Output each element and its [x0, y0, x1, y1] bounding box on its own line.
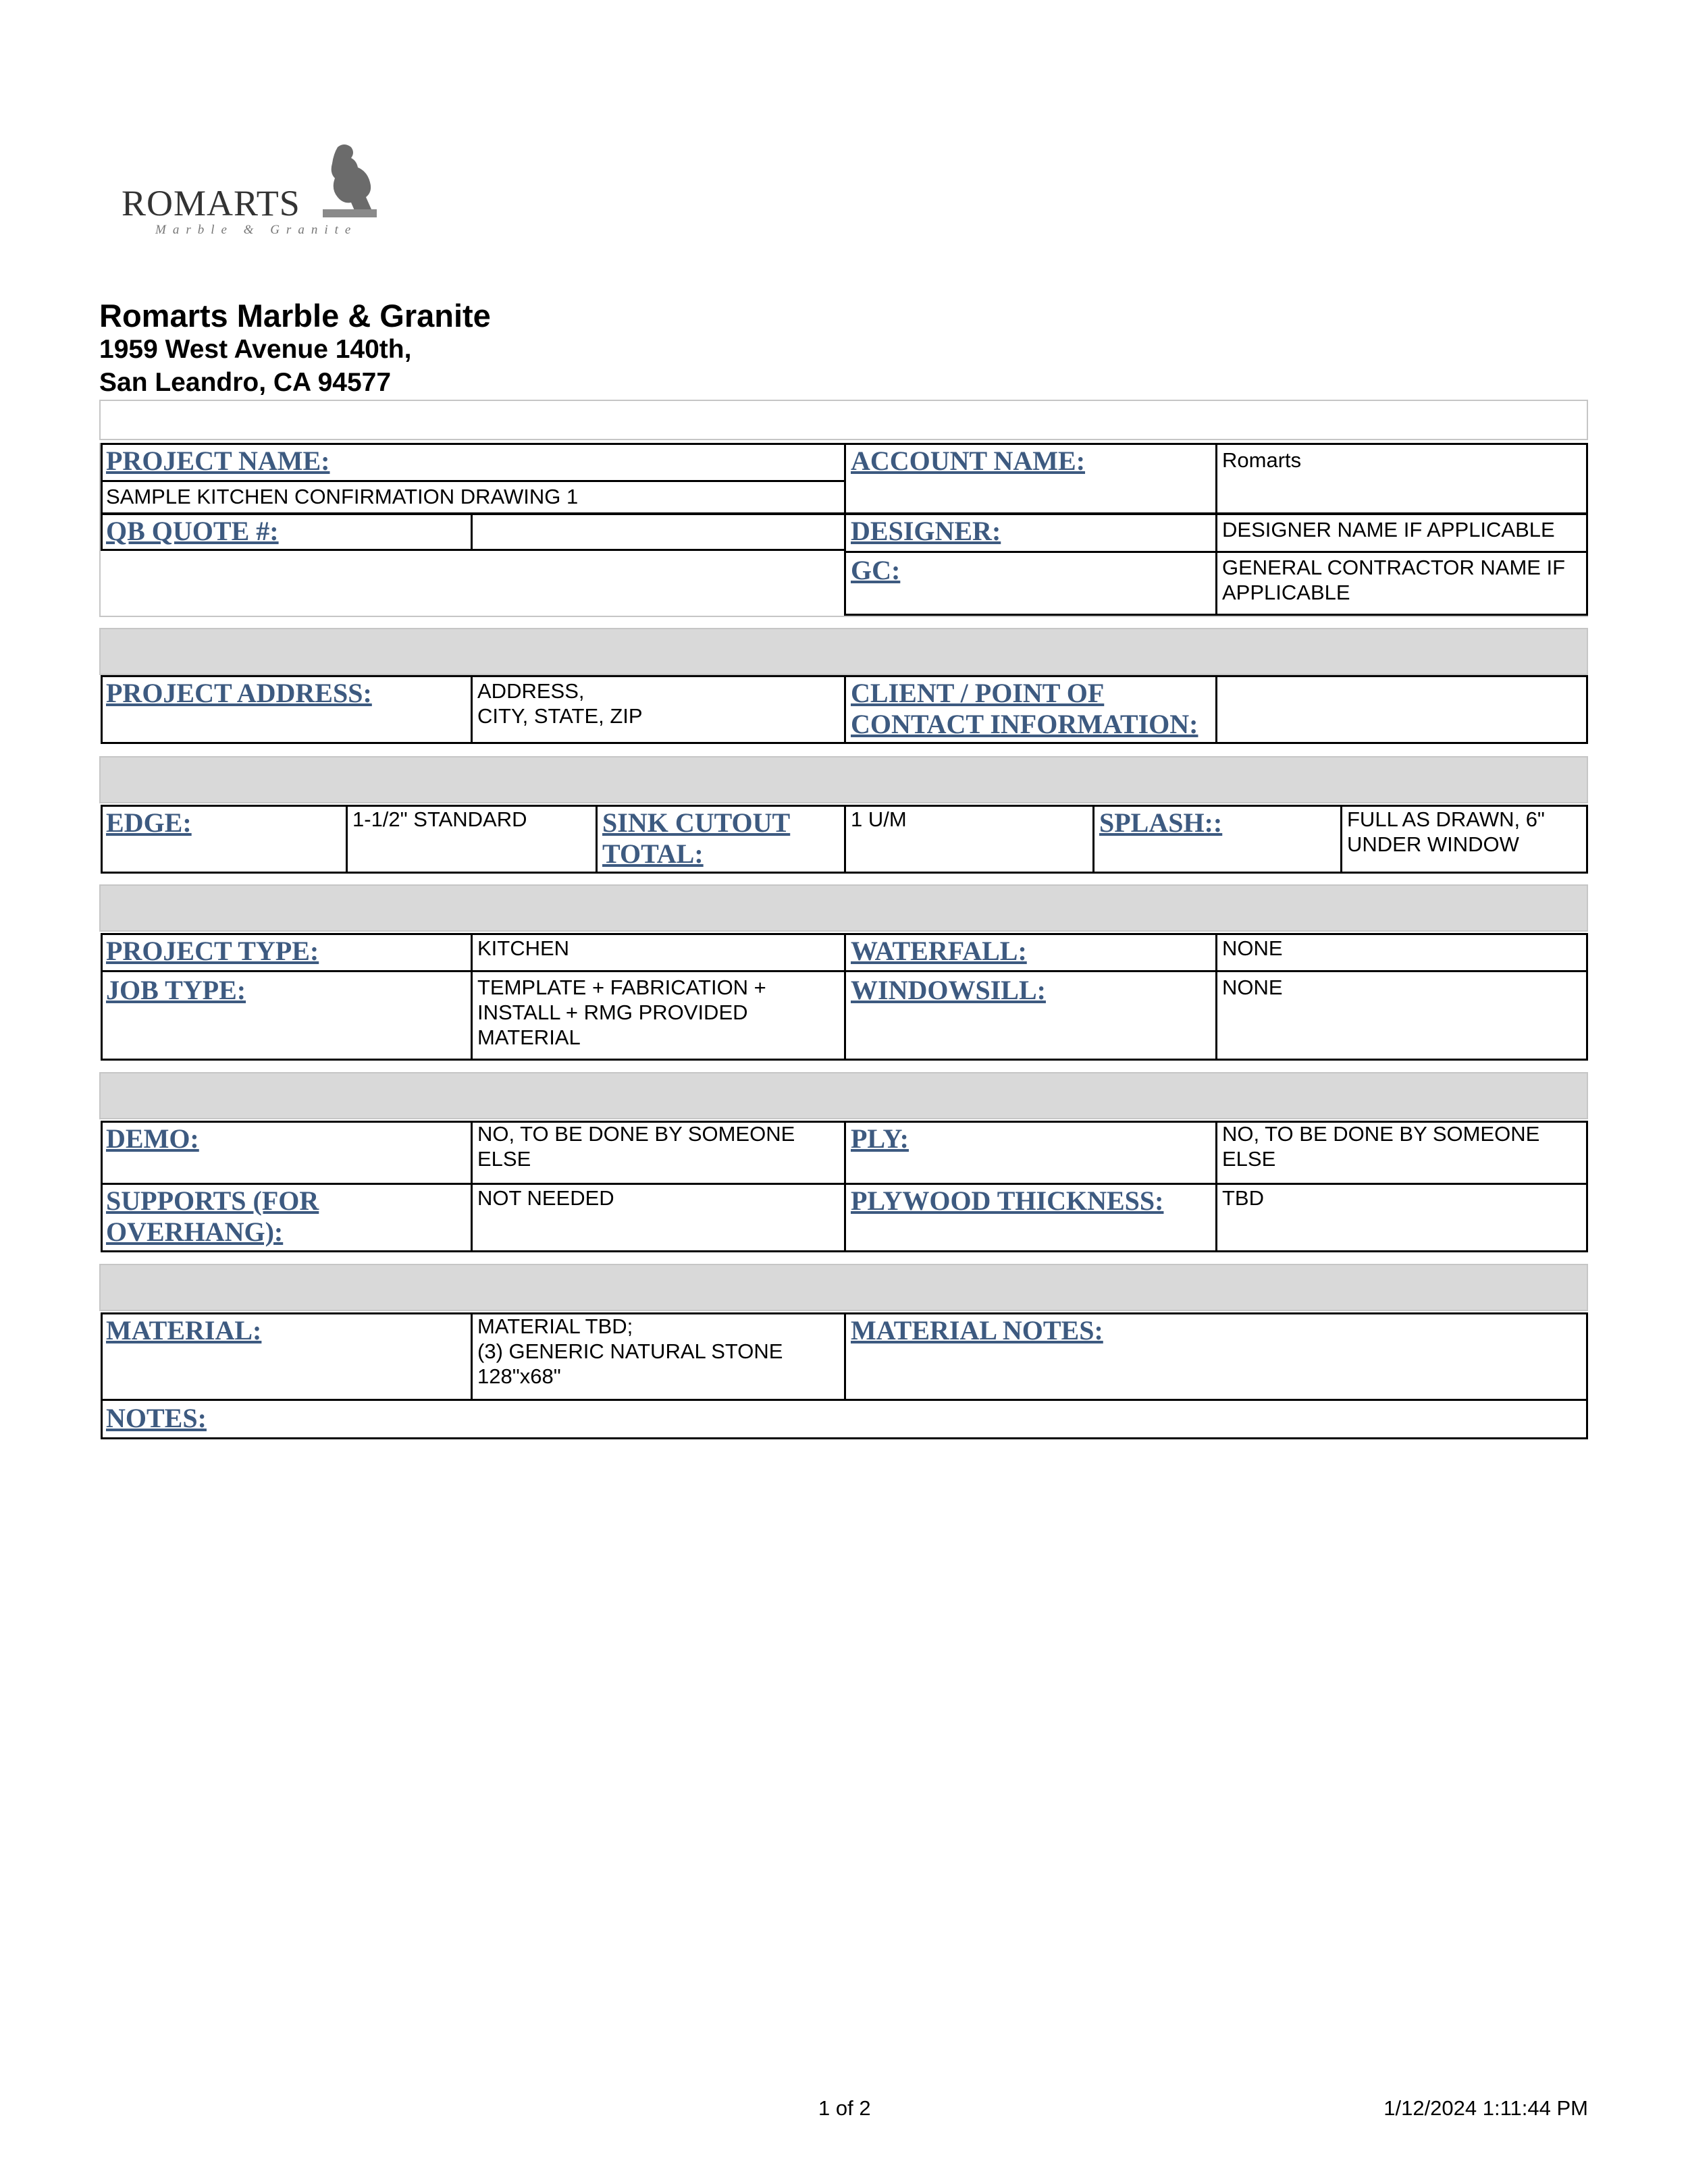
demo-value: NO, TO BE DONE BY SOMEONE ELSE — [477, 1122, 795, 1171]
logo-wordmark: ROMARTS — [122, 183, 300, 223]
company-logo — [122, 142, 392, 243]
company-name: Romarts Marble & Granite — [99, 298, 491, 334]
company-address-line1: 1959 West Avenue 140th, — [99, 335, 412, 364]
section-divider-2 — [99, 756, 1588, 803]
designer-label: DESIGNER: — [851, 516, 1001, 546]
project-address-label: PROJECT ADDRESS: — [106, 678, 372, 708]
section-divider-1 — [99, 628, 1588, 675]
splash-value: FULL AS DRAWN, 6" UNDER WINDOW — [1347, 807, 1545, 856]
logo-tagline: Marble & Granite — [155, 223, 358, 237]
page-number: 1 of 2 — [818, 2096, 871, 2120]
material-value: MATERIAL TBD; (3) GENERIC NATURAL STONE 128"x68" — [477, 1314, 783, 1388]
top-empty-band — [99, 400, 1588, 440]
windowsill-value: NONE — [1222, 976, 1283, 999]
waterfall-value: NONE — [1222, 936, 1283, 960]
plywood-thickness-label: PLYWOOD THICKNESS: — [851, 1186, 1164, 1216]
section-divider-5 — [99, 1264, 1588, 1311]
supports-label: SUPPORTS (FOR OVERHANG): — [106, 1186, 319, 1247]
section-divider-3 — [99, 884, 1588, 932]
supports-value: NOT NEEDED — [477, 1186, 614, 1210]
splash-label: SPLASH:: — [1099, 807, 1223, 838]
edge-label: EDGE: — [106, 807, 192, 838]
account-name-value: Romarts — [1222, 448, 1302, 472]
company-address-line2: San Leandro, CA 94577 — [99, 368, 392, 397]
plywood-thickness-value: TBD — [1222, 1186, 1264, 1210]
sink-cutout-label: SINK CUTOUT TOTAL: — [602, 807, 791, 869]
job-type-label: JOB TYPE: — [106, 975, 246, 1005]
waterfall-label: WATERFALL: — [851, 936, 1027, 966]
ply-label: PLY: — [851, 1123, 909, 1154]
windowsill-label: WINDOWSILL: — [851, 975, 1046, 1005]
project-type-label: PROJECT TYPE: — [106, 936, 319, 966]
job-type-value: TEMPLATE + FABRICATION + INSTALL + RMG PROVIDED MATERIAL — [477, 976, 766, 1049]
print-timestamp: 1/12/2024 1:11:44 PM — [1383, 2096, 1588, 2120]
notes-label: NOTES: — [106, 1403, 207, 1433]
demo-label: DEMO: — [106, 1123, 199, 1154]
qb-quote-label: QB QUOTE #: — [106, 516, 279, 546]
gc-value: GENERAL CONTRACTOR NAME IF APPLICABLE — [1222, 556, 1566, 604]
designer-value: DESIGNER NAME IF APPLICABLE — [1222, 518, 1555, 541]
project-name-label: PROJECT NAME: — [106, 446, 330, 476]
notes-row — [101, 1399, 1588, 1439]
edge-value: 1-1/2" STANDARD — [352, 807, 527, 831]
account-name-label: ACCOUNT NAME: — [851, 446, 1086, 476]
sink-cutout-value: 1 U/M — [851, 807, 907, 831]
project-name-value: SAMPLE KITCHEN CONFIRMATION DRAWING 1 — [106, 485, 579, 508]
material-label: MATERIAL: — [106, 1315, 262, 1346]
client-contact-label: CLIENT / POINT OF CONTACT INFORMATION: — [851, 678, 1198, 739]
project-type-value: KITCHEN — [477, 936, 570, 960]
ply-value: NO, TO BE DONE BY SOMEONE ELSE — [1222, 1122, 1540, 1171]
material-notes-label: MATERIAL NOTES: — [851, 1315, 1103, 1346]
project-address-value: ADDRESS, CITY, STATE, ZIP — [477, 679, 643, 728]
section-divider-4 — [99, 1072, 1588, 1119]
gc-label: GC: — [851, 555, 901, 585]
